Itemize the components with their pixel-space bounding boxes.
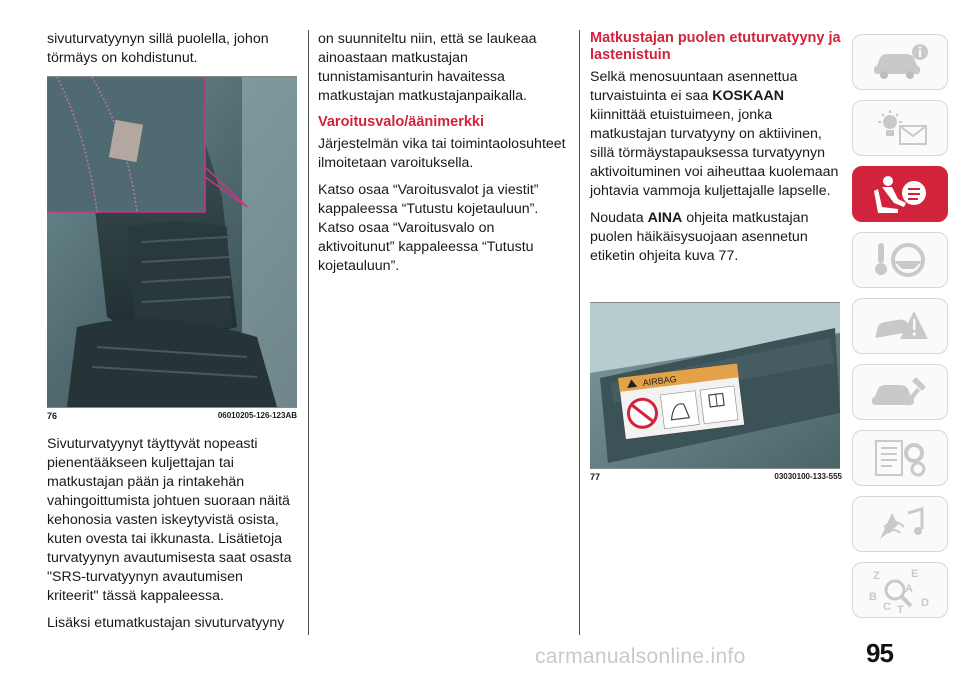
warning-lights-icon [870,108,930,148]
figure-code: 03030100-133-555 [774,472,842,481]
tab-servicing[interactable] [852,364,948,420]
svg-text:B: B [869,591,877,603]
technical-data-icon [870,437,930,479]
svg-text:T: T [897,604,904,614]
page-number: 95 [866,638,893,668]
chapter-sidebar [852,34,952,628]
airbag-label-text: AIRBAG [642,373,678,388]
bold-text: AINA [647,210,683,226]
bold-text: KOSKAAN [712,88,784,104]
figure-77 [590,302,842,482]
figure-number: 77 [590,472,601,482]
car-info-icon [870,42,930,82]
svg-text:Z: Z [873,570,880,582]
column-3 [590,30,842,496]
column-1 [47,30,297,641]
figure-76-caption [47,411,297,421]
figure-number: 76 [47,411,58,421]
tab-warning-lights[interactable] [852,100,948,156]
alphabetical-index-icon [865,566,935,614]
column-divider [308,30,309,635]
figure-code: 06010205-126-123AB [217,411,297,420]
svg-text:C: C [883,601,891,613]
car-service-icon [870,371,930,413]
tab-starting-driving[interactable] [852,232,948,288]
col2-para1: on suunniteltu niin, että se laukeaa ainoastaan matkustajan tunnistamisanturin havaitessa matkustajan matkustajanpaikalla. [318,31,537,104]
tab-technical-data[interactable] [852,430,948,486]
multimedia-icon [870,503,930,545]
sun-visor-photo [590,302,840,469]
airbag-seat-icon [870,173,930,215]
tab-index[interactable] [852,562,948,618]
tab-airbag-safety[interactable] [852,166,948,222]
tab-emergency[interactable] [852,298,948,354]
seat-photo-drawing [47,77,297,407]
text: ohjeita matkustajan puolen häikäisysuojaan asennetun etiketin ohjeita kuva 77. [590,210,809,264]
col2-para3: Katso osaa “Varoitusvalot ja viestit” kappaleessa “Tutustu kojetauluun”. Katso osaa “Varoitusvalo on aktivoitunut” kappaleessa “Tutustu kojetauluun”. [318,182,539,274]
tab-car-info[interactable] [852,34,948,90]
svg-text:E: E [911,568,919,580]
column-2 [318,30,570,284]
figure-77-caption [590,472,842,482]
svg-text:D: D [921,597,929,609]
section-heading: Varoitusvalo/äänimerkki [318,114,485,130]
section-heading: Matkustajan puolen etuturvatyyny ja lastenistuin [590,30,841,63]
figure-76 [47,76,297,421]
col3-para2 [590,209,842,266]
text: Noudata [590,210,648,226]
watermark: carmanualsonline.info [535,645,746,668]
col1-para1: sivuturvatyynyn sillä puolella, johon törmäys on kohdistunut. [47,31,269,66]
svg-text:A: A [905,583,913,595]
col1-para3: Lisäksi etumatkustajan sivuturvatyyny [47,615,285,631]
text: Selkä menosuuntaan asennettua turvaistuinta ei saa [590,69,798,104]
col2-para2: Järjestelmän vika tai toimintaolosuhteet ilmoitetaan varoituksella. [318,136,566,171]
car-crash-icon [870,305,930,347]
seat-photo [47,76,297,408]
col1-para2: Sivuturvatyynyt täyttyvät nopeasti pienentääkseen kuljettajan tai matkustajan pään ja rintakehän vahingoittumista johtuen suoraan näitä kehonosia vasten iskeytyvistä osista, kuten ovesta tai ikkunasta. Lisätietoja turvatyynyn avautumisesta saat osasta "SRS-turvatyynyn avautumisen kriteerit" tässä kappaleessa. [47,436,292,604]
sun-visor-drawing [590,303,840,468]
column-divider [579,30,580,635]
col3-para1 [590,68,842,201]
tab-multimedia[interactable] [852,496,948,552]
text: kiinnittää etuistuimeen, jonka matkustajan turvatyyny on aktiivinen, sillä törmäystapauksessa turvatyynyn aktivoituminen voi aiheuttaa kuolemaan johtavia vammoja kuljettajalle lapselle. [590,107,839,199]
steering-wheel-icon [870,239,930,281]
